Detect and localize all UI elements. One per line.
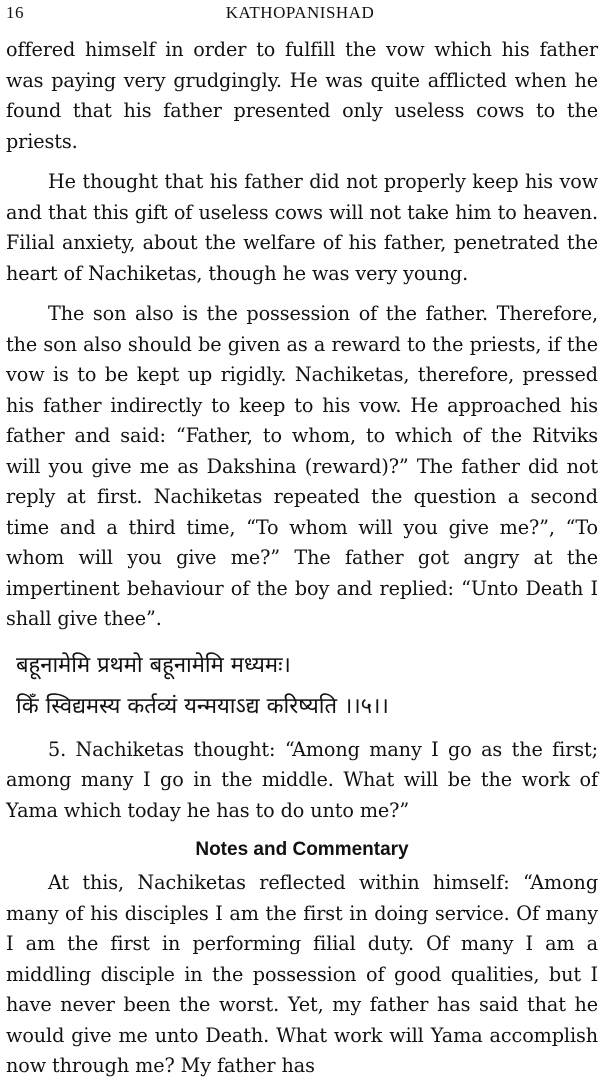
verse-line-2: किँ स्विद्यमस्य कर्तव्यं यन्मयाऽद्य करिष्यति ।।५।। bbox=[16, 693, 389, 719]
verse-translation: 5. Nachiketas thought: “Among many I go as the first; among many I go in the middle. What will be the work of Yama which today he has to do unto me?” bbox=[6, 737, 598, 822]
page-number: 16 bbox=[6, 3, 24, 22]
commentary-text: At this, Nachiketas reflected within himself: “Among many of his disciples I am the first in doing service. Of many I am the first in performing filial duty. Of many I am a middling disciple in the possession of good qualities, but I have never been the worst. Yet, my father has said that he would give me unto Death. What work will Yama accomplish now through me? My father has bbox=[6, 871, 598, 1077]
sanskrit-verse bbox=[16, 645, 598, 727]
page-header bbox=[0, 0, 600, 28]
verse-line-1: बहूनामेमि प्रथमो बहूनामेमि मध्यमः। bbox=[16, 652, 291, 678]
running-title: KATHOPANISHAD bbox=[225, 3, 375, 22]
section-heading: Notes and Commentary bbox=[195, 839, 409, 860]
page-body bbox=[6, 35, 598, 1092]
paragraph-son-possession: The son also is the possession of the father. Therefore, the son also should be given as a reward to the priests, if the vow is to be kept up rigidly. Nachiketas, therefore, pressed his father indirectly to keep to his vow. He approached his father and said: “Father, to whom, to which of the Ritviks will you give me as Dakshina (reward)?” The father did not reply at first. Nachiketas repeated the question a second time and a third time, “To whom will you give me?”, “To whom will you give me?” The father got angry at the impertinent behaviour of the boy and replied: “Unto Death I shall give thee”. bbox=[6, 302, 598, 630]
paragraph-filial-anxiety: He thought that his father did not properly keep his vow and that this gift of useless cows will not take him to heaven. Filial anxiety, about the welfare of his father, penetrated the heart of Nachiketas, though he was very young. bbox=[6, 170, 598, 285]
paragraph-continuation: offered himself in order to fulfill the vow which his father was paying very grudgingly. He was quite afflicted when he found that his father presented only useless cows to the priests. bbox=[6, 38, 598, 153]
